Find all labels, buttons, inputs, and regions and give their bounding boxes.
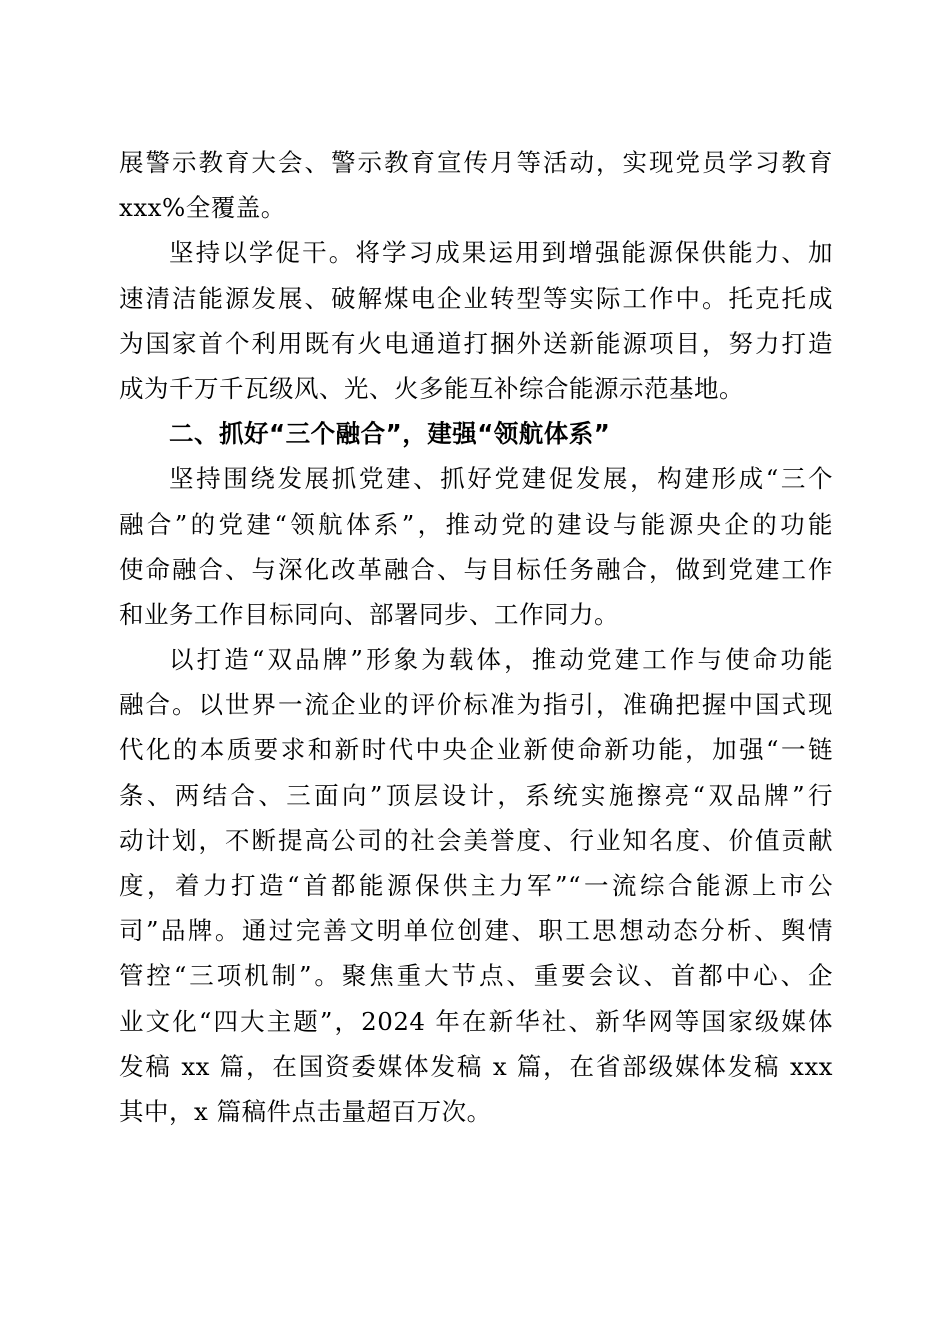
body-line: 成为千万千瓦级风、光、火多能互补综合能源示范基地。 — [119, 373, 744, 403]
document-body — [119, 140, 833, 1134]
body-line: 业文化“四大主题”，2024 年在新华社、新华网等国家级媒体 — [119, 1006, 833, 1036]
body-line: 和业务工作目标同向、部署同步、工作同力。 — [119, 599, 619, 629]
body-line: 司”品牌。通过完善文明单位创建、职工思想动态分析、舆情 — [119, 916, 833, 946]
body-line: 融合”的党建“领航体系”，推动党的建设与能源央企的功能 — [119, 509, 833, 539]
section-heading: 二、抓好“三个融合”，建强“领航体系” — [169, 419, 611, 449]
body-line: 条、两结合、三面向”顶层设计，系统实施擦亮“双品牌”行 — [119, 780, 833, 810]
body-line: 动计划，不断提高公司的社会美誉度、行业知名度、价值贡献 — [119, 825, 833, 855]
body-line: 融合。以世界一流企业的评价标准为指引，准确把握中国式现 — [119, 690, 833, 720]
body-line: 速清洁能源发展、破解煤电企业转型等实际工作中。托克托成 — [119, 283, 833, 313]
paragraph-first-line: 以打造“双品牌”形象为载体，推动党建工作与使命功能 — [169, 645, 833, 675]
body-line: xxx%全覆盖。 — [119, 193, 286, 223]
body-line: 发稿 xx 篇，在国资委媒体发稿 x 篇，在省部级媒体发稿 xxx — [119, 1051, 833, 1081]
paragraph-first-line: 坚持围绕发展抓党建、抓好党建促发展，构建形成“三个 — [169, 464, 833, 494]
body-line: 度，着力打造“首都能源保供主力军”“一流综合能源上市公 — [119, 871, 833, 900]
body-line: 展警示教育大会、警示教育宣传月等活动，实现党员学习教育 — [119, 148, 833, 177]
body-line: 管控“三项机制”。聚焦重大节点、重要会议、首都中心、企 — [119, 961, 833, 991]
body-line: 代化的本质要求和新时代中央企业新使命新功能，加强“一链 — [119, 735, 833, 765]
body-line: 为国家首个利用既有火电通道打捆外送新能源项目，努力打造 — [119, 328, 833, 358]
body-line: 使命融合、与深化改革融合、与目标任务融合，做到党建工作 — [119, 554, 833, 584]
body-line: 其中，x 篇稿件点击量超百万次。 — [119, 1096, 492, 1126]
paragraph-first-line: 坚持以学促干。将学习成果运用到增强能源保供能力、加 — [169, 238, 833, 268]
